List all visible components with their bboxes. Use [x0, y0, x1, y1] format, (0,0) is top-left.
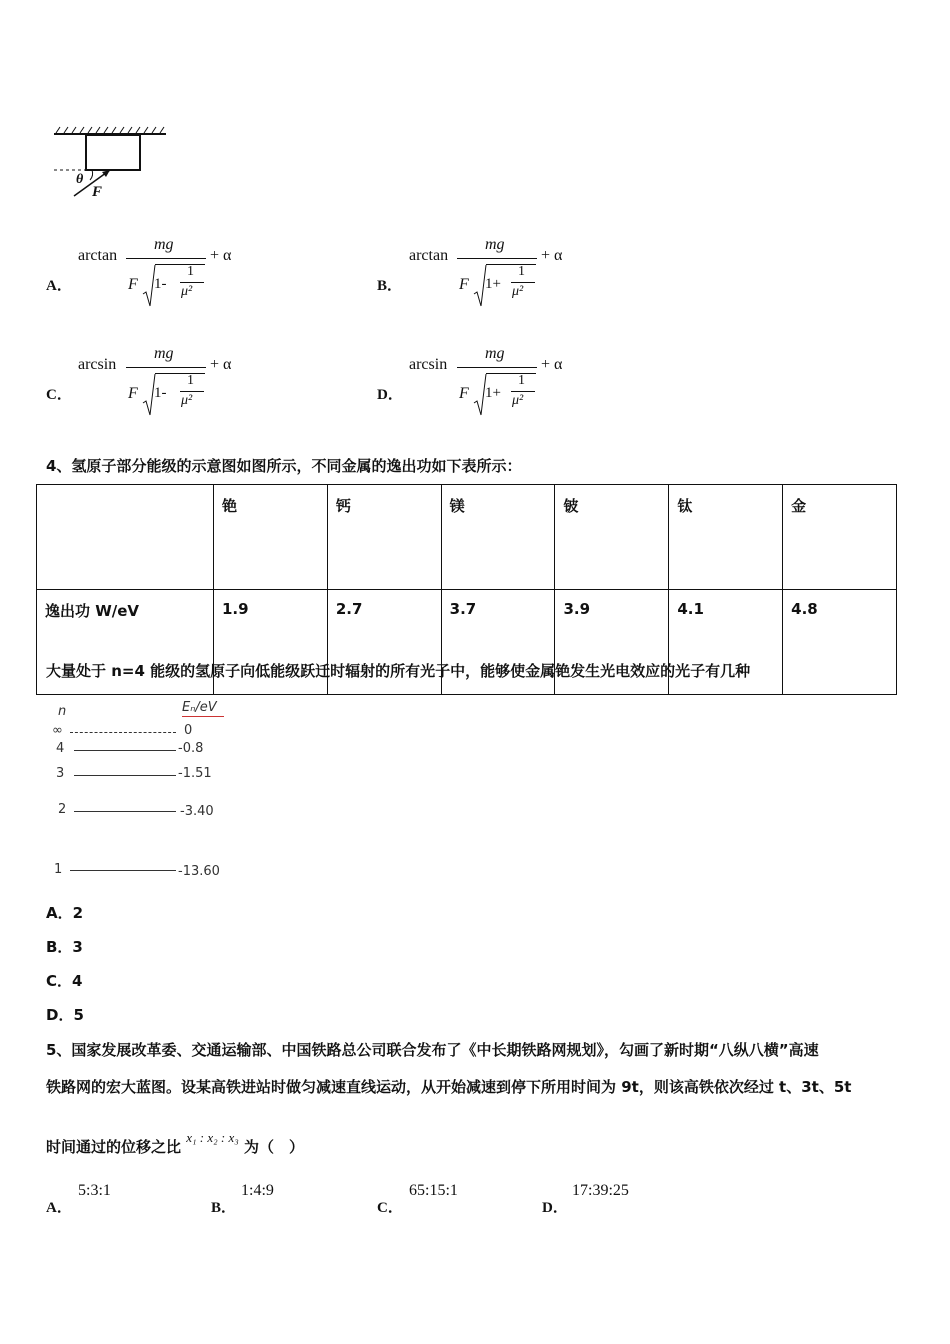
table-cell: 3.9: [555, 590, 669, 695]
level-line-3: [74, 775, 176, 776]
table-cell: 4.1: [669, 590, 783, 695]
denominator-f: F: [459, 276, 469, 293]
q3-option-a[interactable]: [46, 236, 286, 320]
ceiling-block-figure: [48, 122, 178, 207]
table-header-cell: 镁: [441, 485, 555, 590]
level-e-1: -13.60: [178, 864, 220, 879]
denominator-f: F: [128, 276, 138, 293]
numerator: mg: [154, 345, 174, 362]
force-label: F: [92, 184, 103, 200]
energy-level-diagram: [50, 700, 240, 885]
force-diagram: [48, 122, 178, 207]
q5-option-d[interactable]: [542, 1182, 692, 1218]
q3-option-d[interactable]: [377, 345, 617, 429]
level-n-inf: ∞: [52, 723, 63, 738]
sqrt-overline: [155, 373, 205, 374]
tail-term: + α: [541, 247, 563, 264]
q3-option-c[interactable]: [46, 345, 286, 429]
table-header-cell: 铍: [555, 485, 669, 590]
inner-fraction-bar: [511, 282, 535, 283]
tail-term: + α: [541, 356, 563, 373]
level-n-2: 2: [58, 802, 67, 817]
level-line-1: [70, 870, 176, 871]
q5-line2: 铁路网的宏大蓝图。设某高铁进站时做匀减速直线运动，从开始减速到停下所用时间为 9t，则该高铁依次经过 t、3t、5t: [46, 1078, 852, 1096]
option-label: A．: [46, 278, 72, 294]
table-header-cell: 钛: [669, 485, 783, 590]
inner-denominator: μ²: [181, 393, 193, 408]
level-e-3: -1.51: [178, 766, 212, 781]
inner-denominator: μ²: [181, 284, 193, 299]
q5-option-c[interactable]: [377, 1182, 527, 1218]
fraction-bar: [126, 258, 206, 259]
level-e-2: -3.40: [180, 804, 214, 819]
inner-numerator: 1: [518, 373, 525, 388]
numerator: mg: [154, 236, 174, 253]
fraction-bar: [126, 367, 206, 368]
option-value: 1:4:9: [241, 1182, 274, 1199]
option-value: 65:15:1: [409, 1182, 458, 1199]
sqrt-overline: [486, 264, 536, 265]
sqrt-inner: 1+: [485, 385, 501, 401]
numerator: mg: [485, 236, 505, 253]
function-name: arctan: [78, 247, 118, 264]
sqrt-inner: 1+: [485, 276, 501, 292]
option-label: A．: [46, 1200, 72, 1216]
level-n-4: 4: [56, 741, 65, 756]
inner-numerator: 1: [518, 264, 525, 279]
option-label: C．: [46, 387, 72, 403]
inner-numerator: 1: [187, 373, 194, 388]
q4-stem: 4、氢原子部分能级的示意图如图所示，不同金属的逸出功如下表所示：: [46, 457, 522, 475]
ratio-expression: x₁ : x₂ : x₃: [186, 1130, 239, 1145]
table-row-label: 逸出功 W/eV: [37, 590, 214, 695]
level-line-2: [74, 811, 176, 812]
q4-question: 大量处于 n=4 能级的氢原子向低能级跃迁时辐射的所有光子中，能够使金属铯发生光电效应的光子有几种: [46, 662, 751, 680]
n-header: n: [58, 704, 67, 719]
q5-line1: 5、国家发展改革委、交通运输部、中国铁路总公司联合发布了《中长期铁路网规划》，勾画了新时期“八纵八横”高速: [46, 1041, 819, 1059]
table-header-cell: 铯: [214, 485, 328, 590]
tail-term: + α: [210, 247, 232, 264]
level-line-4: [74, 750, 176, 751]
table-header-cell: 金: [783, 485, 897, 590]
sqrt-inner: 1-: [154, 385, 167, 401]
fraction-bar: [457, 367, 537, 368]
numerator: mg: [485, 345, 505, 362]
inner-fraction-bar: [511, 391, 535, 392]
tail-term: + α: [210, 356, 232, 373]
sqrt-overline: [155, 264, 205, 265]
q4-option-c[interactable]: C．4: [46, 972, 83, 990]
option-label: D．: [542, 1200, 568, 1216]
table-cell: 2.7: [327, 590, 441, 695]
q5-line3: [46, 1130, 305, 1157]
q4-option-d[interactable]: D．5: [46, 1006, 84, 1024]
table-cell: 4.8: [783, 590, 897, 695]
function-name: arcsin: [78, 356, 117, 373]
option-label: B．: [377, 278, 403, 294]
q5-option-a[interactable]: [46, 1182, 196, 1218]
energy-header: Eₙ/eV: [182, 700, 217, 715]
level-e-4: -0.8: [178, 741, 204, 756]
header-underline: [182, 716, 224, 717]
table-cell: 1.9: [214, 590, 328, 695]
fraction-bar: [457, 258, 537, 259]
inner-numerator: 1: [187, 264, 194, 279]
q4-option-b[interactable]: B．3: [46, 938, 83, 956]
inner-denominator: μ²: [512, 393, 524, 408]
sqrt-overline: [486, 373, 536, 374]
sqrt-inner: 1-: [154, 276, 167, 292]
table-row: [37, 485, 897, 590]
table-cell: 3.7: [441, 590, 555, 695]
inner-denominator: μ²: [512, 284, 524, 299]
option-label: D．: [377, 387, 403, 403]
q3-option-b[interactable]: [377, 236, 617, 320]
function-name: arctan: [409, 247, 449, 264]
level-n-1: 1: [54, 862, 63, 877]
table-header-empty: [37, 485, 214, 590]
q5-option-b[interactable]: [211, 1182, 361, 1218]
q5-line3-pre: 时间通过的位移之比: [46, 1138, 182, 1156]
option-value: 5:3:1: [78, 1182, 111, 1199]
option-label: B．: [211, 1200, 237, 1216]
inner-fraction-bar: [180, 391, 204, 392]
level-line-inf: [70, 732, 176, 733]
option-value: 17:39:25: [572, 1182, 629, 1199]
q4-option-a[interactable]: A．2: [46, 904, 84, 922]
function-name: arcsin: [409, 356, 448, 373]
level-e-inf: 0: [184, 723, 193, 738]
option-label: C．: [377, 1200, 403, 1216]
table-header-cell: 钙: [327, 485, 441, 590]
denominator-f: F: [459, 385, 469, 402]
inner-fraction-bar: [180, 282, 204, 283]
denominator-f: F: [128, 385, 138, 402]
level-n-3: 3: [56, 766, 65, 781]
q5-line3-post: 为（ ）: [244, 1138, 305, 1156]
angle-label: θ: [76, 172, 84, 187]
